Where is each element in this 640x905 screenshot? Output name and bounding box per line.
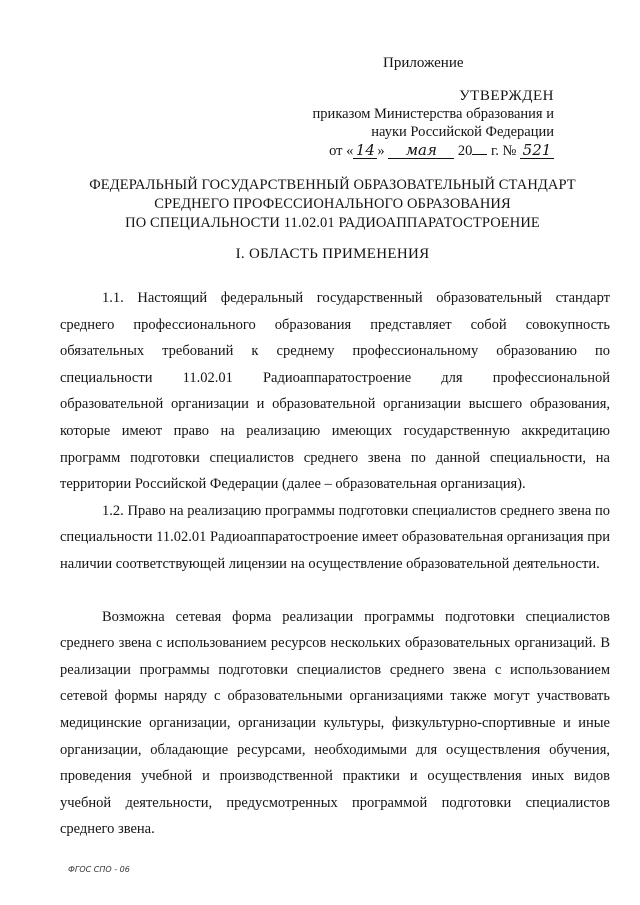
paragraph-1-1: 1.1. Настоящий федеральный государственный образовательный стандарт среднего профессионального образования представляет собой совокупность обязательных требований к среднему профессиональному образованию по специальности 11.02.01 Радиоаппаратостроение для профессиональной образовательной организации и образовательной организации высшего образования, которые имеют право на реализацию имеющих государственную аккредитацию программ подготовки специалистов среднего звена по данной специальности, на территории Российской Федерации (далее – образовательная организация).	[60, 290, 610, 493]
year-prefix: 20	[457, 143, 473, 159]
paragraph-network-form: Возможна сетевая форма реализации программы подготовки специалистов среднего звена с использованием ресурсов нескольких образовательных организаций. В реализации программы подготовки специалистов среднего звена с использованием сетевой формы наряду с образовательными организациями также могут участвовать медицинские организации, организации культуры, физкультурно-спортивные и иные организации, обладающие ресурсами, необходимыми для осуществления обучения, проведения учебной и производственной практики и осуществления иных видов учебной деятельности, предусмотренных программой подготовки специалистов среднего звена.	[60, 608, 610, 838]
paragraph-1-2: 1.2. Право на реализацию программы подготовки специалистов среднего звена по специальности 11.02.01 Радиоаппаратостроение имеет образовательная организация при наличии соответствующей лицензии на осуществление образовательной деятельности.	[60, 502, 610, 572]
date-prefix: от «	[329, 143, 354, 159]
section-heading: I. ОБЛАСТЬ ПРИМЕНЕНИЯ	[235, 246, 430, 262]
date-quote-close: »	[377, 143, 385, 159]
order-date-line	[284, 141, 554, 160]
approval-block	[284, 87, 554, 160]
handwritten-order-number: 521	[520, 143, 554, 159]
title-line-2: СРЕДНЕГО ПРОФЕССИОНАЛЬНОГО ОБРАЗОВАНИЯ	[154, 196, 511, 212]
order-line-1: приказом Министерства образования и	[312, 106, 554, 122]
handwritten-day: 14	[353, 143, 377, 159]
body-text	[60, 285, 610, 843]
year-blank	[472, 141, 487, 155]
order-line-2: науки Российской Федерации	[371, 124, 554, 140]
title-line-3: ПО СПЕЦИАЛЬНОСТИ 11.02.01 РАДИОАППАРАТОСТРОЕНИЕ	[125, 215, 540, 231]
number-label: г. №	[490, 143, 517, 159]
document-title	[40, 176, 625, 233]
approved-label: УТВЕРЖДЕН	[459, 88, 554, 104]
appendix-label: Приложение	[383, 55, 464, 71]
handwritten-month: мая	[388, 143, 454, 159]
footer-code: ФГОС СПО - 06	[68, 865, 130, 874]
title-line-1: ФЕДЕРАЛЬНЫЙ ГОСУДАРСТВЕННЫЙ ОБРАЗОВАТЕЛЬНЫЙ СТАНДАРТ	[89, 177, 576, 193]
